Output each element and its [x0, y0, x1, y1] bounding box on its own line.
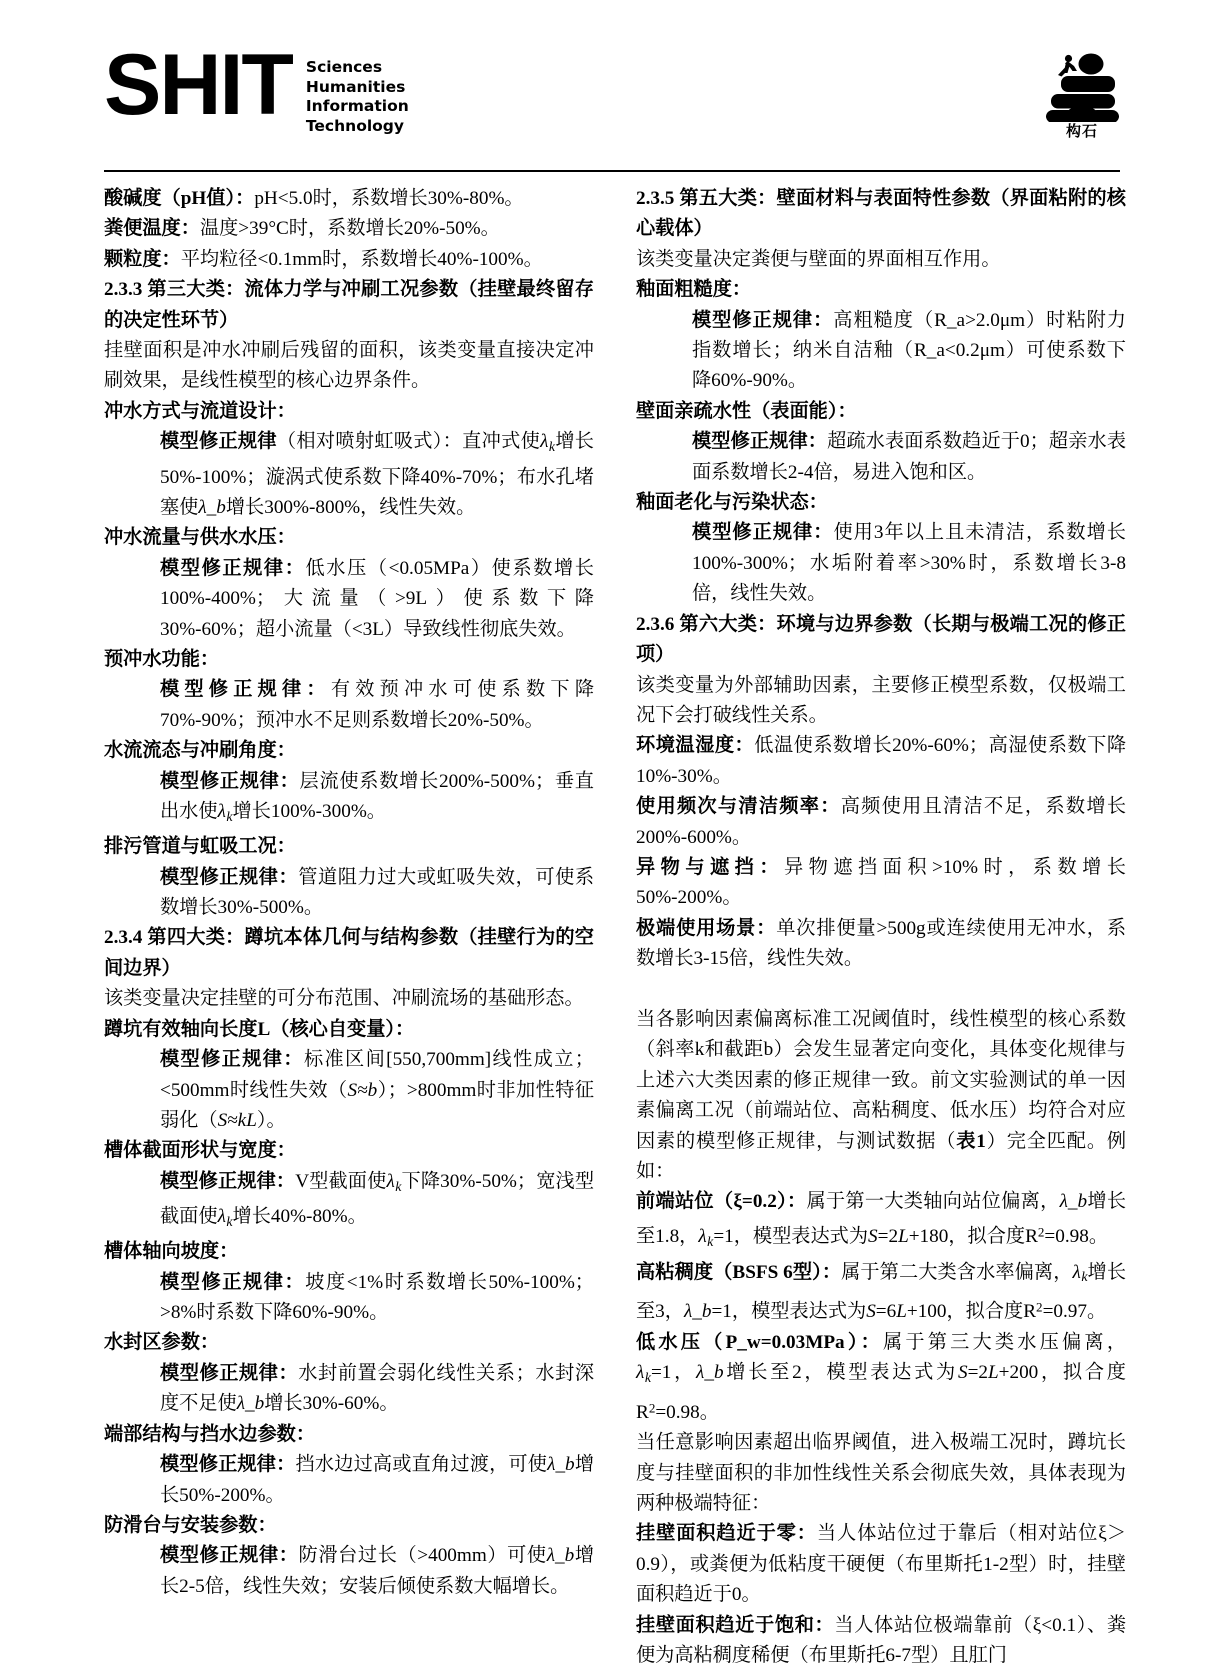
zero-area-case [636, 1519, 1126, 1610]
rule-text: 坡度<1%时系数增长50%-100%；>8%时系数下降60%-90%。 [160, 1271, 594, 1324]
rule-text: 防滑台过长（>400mm）可使λ_b增长2-5倍，线性失效；安装后倾使系数大幅增长。 [160, 1545, 595, 1597]
term-text: 当人体站位过于靠后（相对站位ξ＞0.9），或粪便为低粘度干硬便（布里斯托1-2型）时，挂壁面积趋近于0。 [636, 1523, 1127, 1606]
end-structure-rule [104, 1450, 594, 1511]
rule-label: 模型修正规律： [160, 1049, 304, 1071]
rule-label: 模型修正规律 [160, 431, 277, 453]
term-label: 挂壁面积趋近于零： [636, 1523, 817, 1545]
rule-label: 模型修正规律： [692, 522, 834, 544]
antislip-rule [104, 1541, 594, 1602]
particle-size-term [104, 245, 594, 275]
term-label: 釉面粗糙度： [636, 279, 752, 301]
heading-2-3-5: 2.3.5 第五大类：壁面材料与表面特性参数（界面粘附的核心载体） [636, 188, 1126, 240]
term-label: 水封区参数： [104, 1332, 220, 1354]
feces-temperature-term [104, 214, 594, 244]
wettability-rule [636, 427, 1126, 488]
rule-label: 模型修正规律： [160, 1271, 306, 1293]
term-label: 前端站位（ξ=0.2）： [636, 1191, 807, 1213]
table-reference: 表1 [956, 1130, 986, 1152]
section-shape-rule [104, 1167, 594, 1238]
rule-text: 使用3年以上且未清洁，系数增长100%-300%；水垢附着率>30%时，系数增长3-8倍，线性失效。 [692, 522, 1126, 605]
header-divider-rule [104, 170, 1120, 172]
water-seal-term [104, 1328, 594, 1358]
glaze-roughness-rule [636, 306, 1126, 397]
drain-siphon-rule [104, 863, 594, 924]
term-label: 颗粒度： [104, 248, 181, 270]
saturated-area-case [636, 1611, 1126, 1671]
prewet-term [104, 645, 594, 675]
term-label: 环境温湿度： [636, 735, 755, 757]
rule-text: 超疏水表面系数趋近于0；超亲水表面系数增长2-4倍，易进入饱和区。 [692, 431, 1127, 483]
rule-label: 模型修正规律： [160, 1545, 299, 1567]
stacked-stones-icon [1044, 50, 1120, 122]
organization-logo-label: 构石 [1065, 122, 1098, 140]
rule-label: 模型修正规律： [160, 1362, 299, 1384]
term-label: 酸碱度（pH值）： [104, 188, 255, 209]
term-label: 挂壁面积趋近于饱和： [636, 1614, 835, 1636]
glaze-roughness-term [636, 275, 1126, 305]
term-text: 属于第二大类含水率偏离，$\lambda_k$增长至3，λ_b=1，模型表达式为S=6L+100，拟合度$R^2=0.97$。 [636, 1261, 1127, 1323]
rule-text: 标准区间[550,700mm]线性成立；<500mm时线性失效（S≈b）；>800mm时非加性特征弱化（S≈kL）。 [160, 1049, 595, 1131]
term-text: pH<5.0时，系数增长30%-80%。 [254, 188, 524, 209]
document-page [0, 37, 1224, 1667]
term-label: 预冲水功能： [104, 648, 220, 670]
term-text: 平均粒径<0.1mm时，系数增长40%-100%。 [180, 248, 543, 270]
rule-text: 低水压（<0.05MPa）使系数增长100%-400%；大流量（>9L）使系数下降30%-60%；超小流量（<3L）导致线性彻底失效。 [160, 557, 594, 640]
organization-logo [1044, 50, 1120, 140]
term-text: 温度>39°C时，系数增长20%-50%。 [199, 218, 500, 240]
rule-text: 水封前置会弱化线性关系；水封深度不足使λ_b增长30%-60%。 [160, 1362, 595, 1415]
glaze-aging-term [636, 488, 1126, 518]
term-label: 高粘稠度（BSFS 6型）： [636, 1261, 842, 1283]
term-label: 端部结构与挡水边参数： [104, 1423, 316, 1445]
brand-expansion-line-3: Information [305, 97, 409, 115]
right-column [636, 184, 1126, 1671]
flush-method-rule [104, 427, 594, 523]
obstruction-term [636, 853, 1126, 914]
heading-2-3-6: 2.3.6 第六大类：环境与边界参数（长期与极端工况的修正项） [636, 613, 1126, 666]
rule-label: 模型修正规律： [160, 557, 306, 579]
antislip-term [104, 1511, 594, 1541]
rule-label: 模型修正规律： [692, 431, 828, 453]
end-structure-term [104, 1420, 594, 1450]
document-header [104, 37, 1120, 164]
prewet-rule [104, 675, 594, 736]
term-label: 使用频次与清洁频率： [636, 796, 841, 818]
rule-label: 模型修正规律： [160, 1454, 296, 1476]
brand-expansion [306, 58, 409, 136]
rule-text: 管道阻力过大或虹吸失效，可使系数增长30%-500%。 [160, 866, 595, 919]
water-seal-rule [104, 1359, 594, 1420]
axial-length-term [104, 1015, 594, 1045]
term-label: 低水压（P_w=0.03MPa）： [636, 1331, 883, 1353]
paragraph-surface-intro: 该类变量决定粪便与壁面的界面相互作用。 [636, 248, 1001, 270]
rule-label: 模型修正规律： [160, 770, 300, 792]
term-label: 釉面老化与污染状态： [636, 492, 828, 514]
term-label: 槽体轴向坡度： [104, 1241, 239, 1263]
rule-text: 层流使系数增长200%-500%；垂直出水使$\lambda_k$增长100%-300%。 [160, 770, 594, 824]
left-column [104, 184, 594, 1602]
paragraph-fluid-intro: 挂壁面积是冲水冲刷后残留的面积，该类变量直接决定冲刷效果，是线性模型的核心边界条件。 [104, 340, 594, 392]
term-text: 属于第三大类水压偏离，$\lambda_k=1$，λ_b增长至2，模型表达式为S=2L+200，拟合度$R^2=0.98$。 [636, 1331, 1127, 1423]
brand-lockup [104, 37, 409, 136]
brand-wordmark: SHIT [104, 37, 292, 133]
paragraph-environment-intro: 该类变量为外部辅助因素，主要修正模型系数，仅极端工况下会打破线性关系。 [636, 674, 1126, 726]
paragraph-deviation-summary: 当各影响因素偏离标准工况阈值时，线性模型的核心系数（斜率k和截距b）会发生显著定向变化，具体变化规律与上述六大类因素的修正规律一致。前文实验测试的单一因素偏离工况（前端站位、高粘稠度、低水压）均符合对应因素的模型修正规律，与测试数据（表1）完全匹配。例如： [636, 1008, 1127, 1182]
paragraph-extreme-intro: 当任意影响因素超出临界阈值，进入极端工况时，蹲坑长度与挂壁面积的非加性线性关系会彻底失效，具体表现为两种极端特征： [636, 1432, 1126, 1515]
rule-label: 模型修正规律： [160, 866, 299, 888]
rule-text: 挡水边过高或直角过渡，可使λ_b增长50%-200%。 [160, 1454, 595, 1506]
brand-expansion-line-2: Humanities [305, 77, 406, 96]
temp-humidity-term [636, 731, 1126, 792]
rule-label: 模型修正规律： [160, 679, 331, 701]
section-shape-term [104, 1136, 594, 1166]
term-label: 极端使用场景： [636, 917, 777, 939]
low-pressure-case [636, 1328, 1126, 1429]
usage-cleaning-term [636, 792, 1126, 853]
term-text: 属于第一大类轴向站位偏离，λ_b增长至1.8，$\lambda_k=1$，模型表达式为S=2L+180，拟合度$R^2=0.98$。 [636, 1191, 1127, 1250]
term-text: 单次排便量>500g或连续使用无冲水，系数增长3-15倍，线性失效。 [636, 917, 1127, 970]
rule-text: 有效预冲水可使系数下降70%-90%；预冲水不足则系数增长20%-50%。 [160, 679, 595, 731]
axial-length-rule [104, 1045, 594, 1136]
brand-expansion-line-1: Sciences [305, 58, 383, 76]
brand-expansion-line-4: Technology [305, 116, 404, 135]
drain-siphon-term [104, 832, 594, 862]
term-text: 高频使用且清洁不足，系数增长200%-600%。 [636, 796, 1127, 848]
document-body [104, 184, 1127, 1671]
rule-text: （相对喷射虹吸式）：直冲式使$\lambda_k$增长50%-100%；漩涡式使系数下降40%-70%；布水孔堵塞使λ_b增长300%-800%，线性失效。 [160, 431, 594, 518]
flush-flow-pressure-term [104, 523, 594, 553]
flush-method-term [104, 397, 594, 427]
axial-slope-term [104, 1237, 594, 1267]
ph-term [104, 184, 594, 214]
heading-2-3-4: 2.3.4 第四大类：蹲坑本体几何与结构参数（挂壁行为的空间边界） [104, 927, 594, 979]
high-viscosity-case [636, 1258, 1126, 1328]
spacer [636, 975, 1126, 1005]
flush-flow-pressure-rule [104, 554, 594, 645]
term-label: 冲水流量与供水水压： [104, 527, 296, 549]
heading-2-3-3: 2.3.3 第三大类：流体力学与冲刷工况参数（挂壁最终留存的决定性环节） [104, 279, 594, 331]
flow-regime-rule [104, 767, 594, 833]
term-text: 当人体站位极端靠前（ξ<0.1）、粪便为高粘稠度稀便（布里斯托6-7型）且肛门 [636, 1614, 1127, 1667]
term-label: 防滑台与安装参数： [104, 1514, 277, 1536]
flow-regime-term [104, 736, 594, 766]
wettability-term [636, 397, 1126, 427]
front-stance-case [636, 1187, 1126, 1257]
term-label: 水流流态与冲刷角度： [104, 740, 296, 762]
term-label: 槽体截面形状与宽度： [104, 1140, 296, 1162]
term-text: 低温使系数增长20%-60%；高湿使系数下降10%-30%。 [636, 735, 1127, 787]
term-label: 冲水方式与流道设计： [104, 400, 296, 422]
term-label: 排污管道与虹吸工况： [104, 836, 296, 858]
term-label: 壁面亲疏水性（表面能）： [636, 400, 857, 422]
rule-label: 模型修正规律： [692, 309, 834, 331]
glaze-aging-rule [636, 518, 1126, 609]
rule-text: 高粗糙度（R_a>2.0μm）时粘附力指数增长；纳米自洁釉（R_a<0.2μm）可使系数下降60%-90%。 [692, 309, 1126, 392]
term-label: 蹲坑有效轴向长度L（核心自变量）： [104, 1018, 415, 1040]
term-label: 粪便温度： [104, 218, 200, 240]
term-text: 异物遮挡面积>10%时，系数增长50%-200%。 [636, 856, 1126, 909]
extreme-usage-term [636, 914, 1126, 975]
axial-slope-rule [104, 1268, 594, 1329]
term-label: 异物与遮挡： [636, 856, 784, 878]
paragraph-geometry-intro: 该类变量决定挂壁的可分布范围、冲刷流场的基础形态。 [104, 988, 584, 1010]
rule-text: V型截面使$\lambda_k$下降30%-50%；宽浅型截面使$\lambda_k$增长40%-80%。 [160, 1170, 595, 1229]
rule-label: 模型修正规律： [160, 1170, 296, 1192]
